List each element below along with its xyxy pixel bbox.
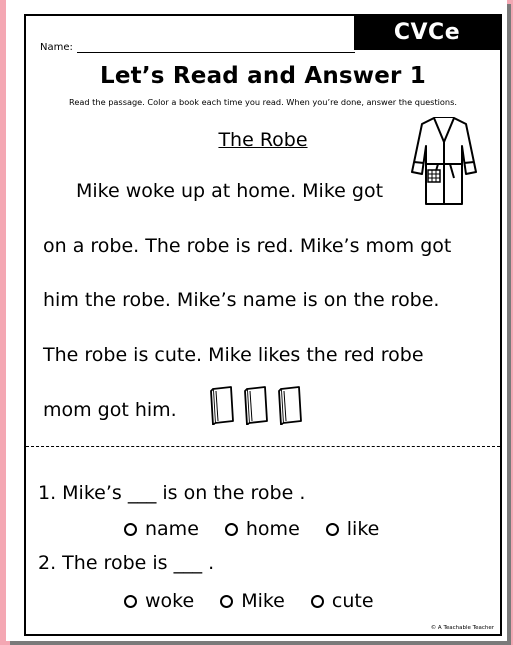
skill-badge: CVCe (354, 16, 500, 50)
worksheet-page (6, 0, 507, 641)
option-label: like (346, 518, 380, 540)
robe-icon (408, 112, 480, 208)
worksheet-border (24, 14, 502, 636)
option-label: home (245, 518, 300, 540)
radio-bubble[interactable] (311, 595, 324, 608)
story-line: on a robe. The robe is red. Mike’s mom got (43, 235, 452, 257)
copyright-credit: © A Teachable Teacher (430, 625, 494, 631)
name-row (40, 42, 355, 53)
radio-bubble[interactable] (220, 595, 233, 608)
story-line: him the robe. Mike’s name is on the robe. (43, 289, 440, 311)
answer-option[interactable] (220, 590, 285, 612)
answer-options (124, 518, 379, 540)
book-icon[interactable] (277, 385, 305, 425)
answer-option[interactable] (124, 590, 194, 612)
story-line: The robe is cute. Mike likes the red robe (43, 344, 424, 366)
radio-bubble[interactable] (124, 595, 137, 608)
answer-option[interactable] (124, 518, 199, 540)
answer-option[interactable] (225, 518, 300, 540)
question-prompt: 1. Mike’s ___ is on the robe . (38, 482, 306, 504)
book-icon[interactable] (243, 385, 271, 425)
option-label: woke (145, 590, 195, 612)
story-line: Mike woke up at home. Mike got (76, 180, 384, 202)
name-label: Name: (40, 42, 73, 53)
answer-options (124, 590, 374, 612)
reading-tracker (209, 385, 305, 425)
name-field[interactable] (77, 42, 355, 53)
answer-option[interactable] (311, 590, 374, 612)
option-label: name (145, 518, 199, 540)
option-label: Mike (241, 590, 285, 612)
radio-bubble[interactable] (124, 523, 137, 536)
option-label: cute (331, 590, 374, 612)
worksheet-title: Let’s Read and Answer 1 (99, 63, 427, 89)
section-divider (26, 446, 500, 447)
radio-bubble[interactable] (326, 523, 339, 536)
question-prompt: 2. The robe is ___ . (38, 552, 215, 574)
answer-option[interactable] (326, 518, 380, 540)
instructions: Read the passage. Color a book each time you read. When you’re done, answer the questions. (69, 97, 457, 107)
story-title: The Robe (218, 129, 308, 151)
book-icon[interactable] (209, 385, 237, 425)
story-line: mom got him. (43, 399, 177, 421)
radio-bubble[interactable] (225, 523, 238, 536)
